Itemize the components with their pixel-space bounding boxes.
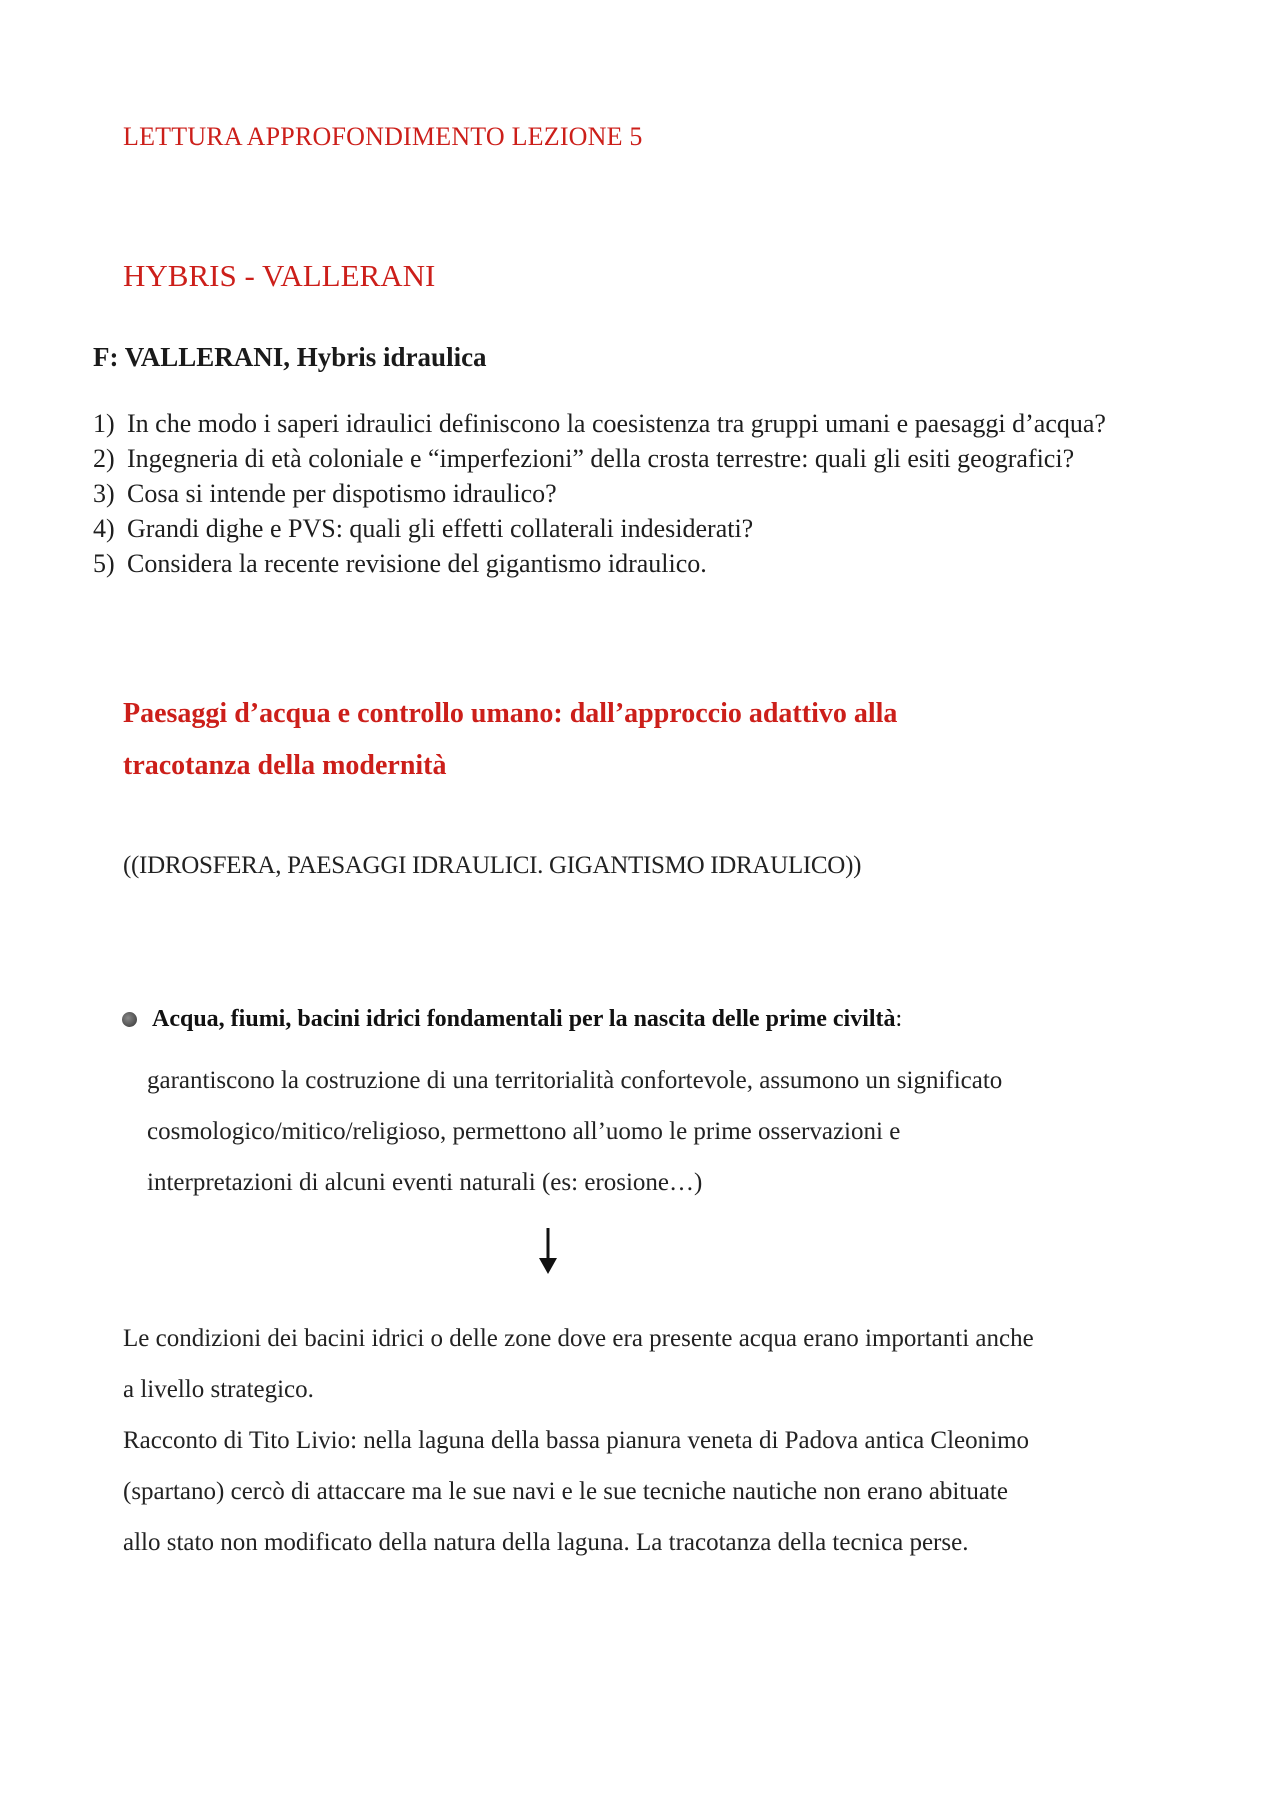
question-number: 5) xyxy=(93,549,115,578)
question-number: 4) xyxy=(93,514,115,543)
body-paragraph xyxy=(123,1313,1203,1568)
question-item xyxy=(93,511,1106,546)
questions-list xyxy=(93,406,1106,581)
paragraph-line: allo stato non modificato della natura della laguna. La tracotanza della tecnica perse. xyxy=(123,1529,969,1556)
bullet-line: cosmologico/mitico/religioso, permettono all’uomo le prime osservazioni e xyxy=(147,1118,901,1145)
subheading-line: Paesaggi d’acqua e controllo umano: dall’approccio adattivo alla xyxy=(123,698,898,729)
bullet-line: garantiscono la costruzione di una territorialità confortevole, assumono un significato xyxy=(147,1067,1003,1094)
bullet-line: interpretazioni di alcuni eventi naturali (es: erosione…) xyxy=(147,1169,703,1196)
down-arrow-icon xyxy=(533,1226,563,1276)
bullet-body xyxy=(147,1055,1147,1208)
lesson-title: LETTURA APPROFONDIMENTO LEZIONE 5 xyxy=(123,122,643,151)
subheading-line: tracotanza della modernità xyxy=(123,750,447,781)
paragraph-line: Le condizioni dei bacini idrici o delle zone dove era presente acqua erano importanti anche xyxy=(123,1325,1034,1352)
keywords-line: ((IDROSFERA, PAESAGGI IDRAULICI. GIGANTISMO IDRAULICO)) xyxy=(123,852,862,879)
paragraph-line: Racconto di Tito Livio: nella laguna della bassa pianura veneta di Padova antica Cleonimo xyxy=(123,1427,1030,1454)
question-number: 3) xyxy=(93,479,115,508)
subheading xyxy=(123,688,1123,792)
question-number: 1) xyxy=(93,409,115,438)
question-text: Cosa si intende per dispotismo idraulico? xyxy=(127,479,557,508)
question-text: Ingegneria di età coloniale e “imperfezioni” della crosta terrestre: quali gli esiti geografici? xyxy=(127,444,1075,473)
question-text: In che modo i saperi idraulici definiscono la coesistenza tra gruppi umani e paesaggi d’acqua? xyxy=(127,409,1106,438)
question-number: 2) xyxy=(93,444,115,473)
paragraph-line: a livello strategico. xyxy=(123,1376,314,1403)
question-text: Considera la recente revisione del gigantismo idraulico. xyxy=(127,549,707,578)
question-item xyxy=(93,546,1106,581)
questions-heading: F: VALLERANI, Hybris idraulica xyxy=(93,342,487,372)
question-text: Grandi dighe e PVS: quali gli effetti collaterali indesiderati? xyxy=(127,514,754,543)
bullet-heading-colon: : xyxy=(895,1006,903,1032)
paragraph-line: (spartano) cercò di attaccare ma le sue navi e le sue tecniche nautiche non erano abituate xyxy=(123,1478,1008,1505)
bullet-heading-text: Acqua, fiumi, bacini idrici fondamentali per la nascita delle prime civiltà xyxy=(152,1006,896,1032)
bullet-dot-icon xyxy=(122,1012,137,1027)
bullet-heading xyxy=(152,1006,902,1033)
question-item xyxy=(93,441,1106,476)
question-item xyxy=(93,406,1106,441)
question-item xyxy=(93,476,1106,511)
section-title: HYBRIS - VALLERANI xyxy=(123,258,436,293)
